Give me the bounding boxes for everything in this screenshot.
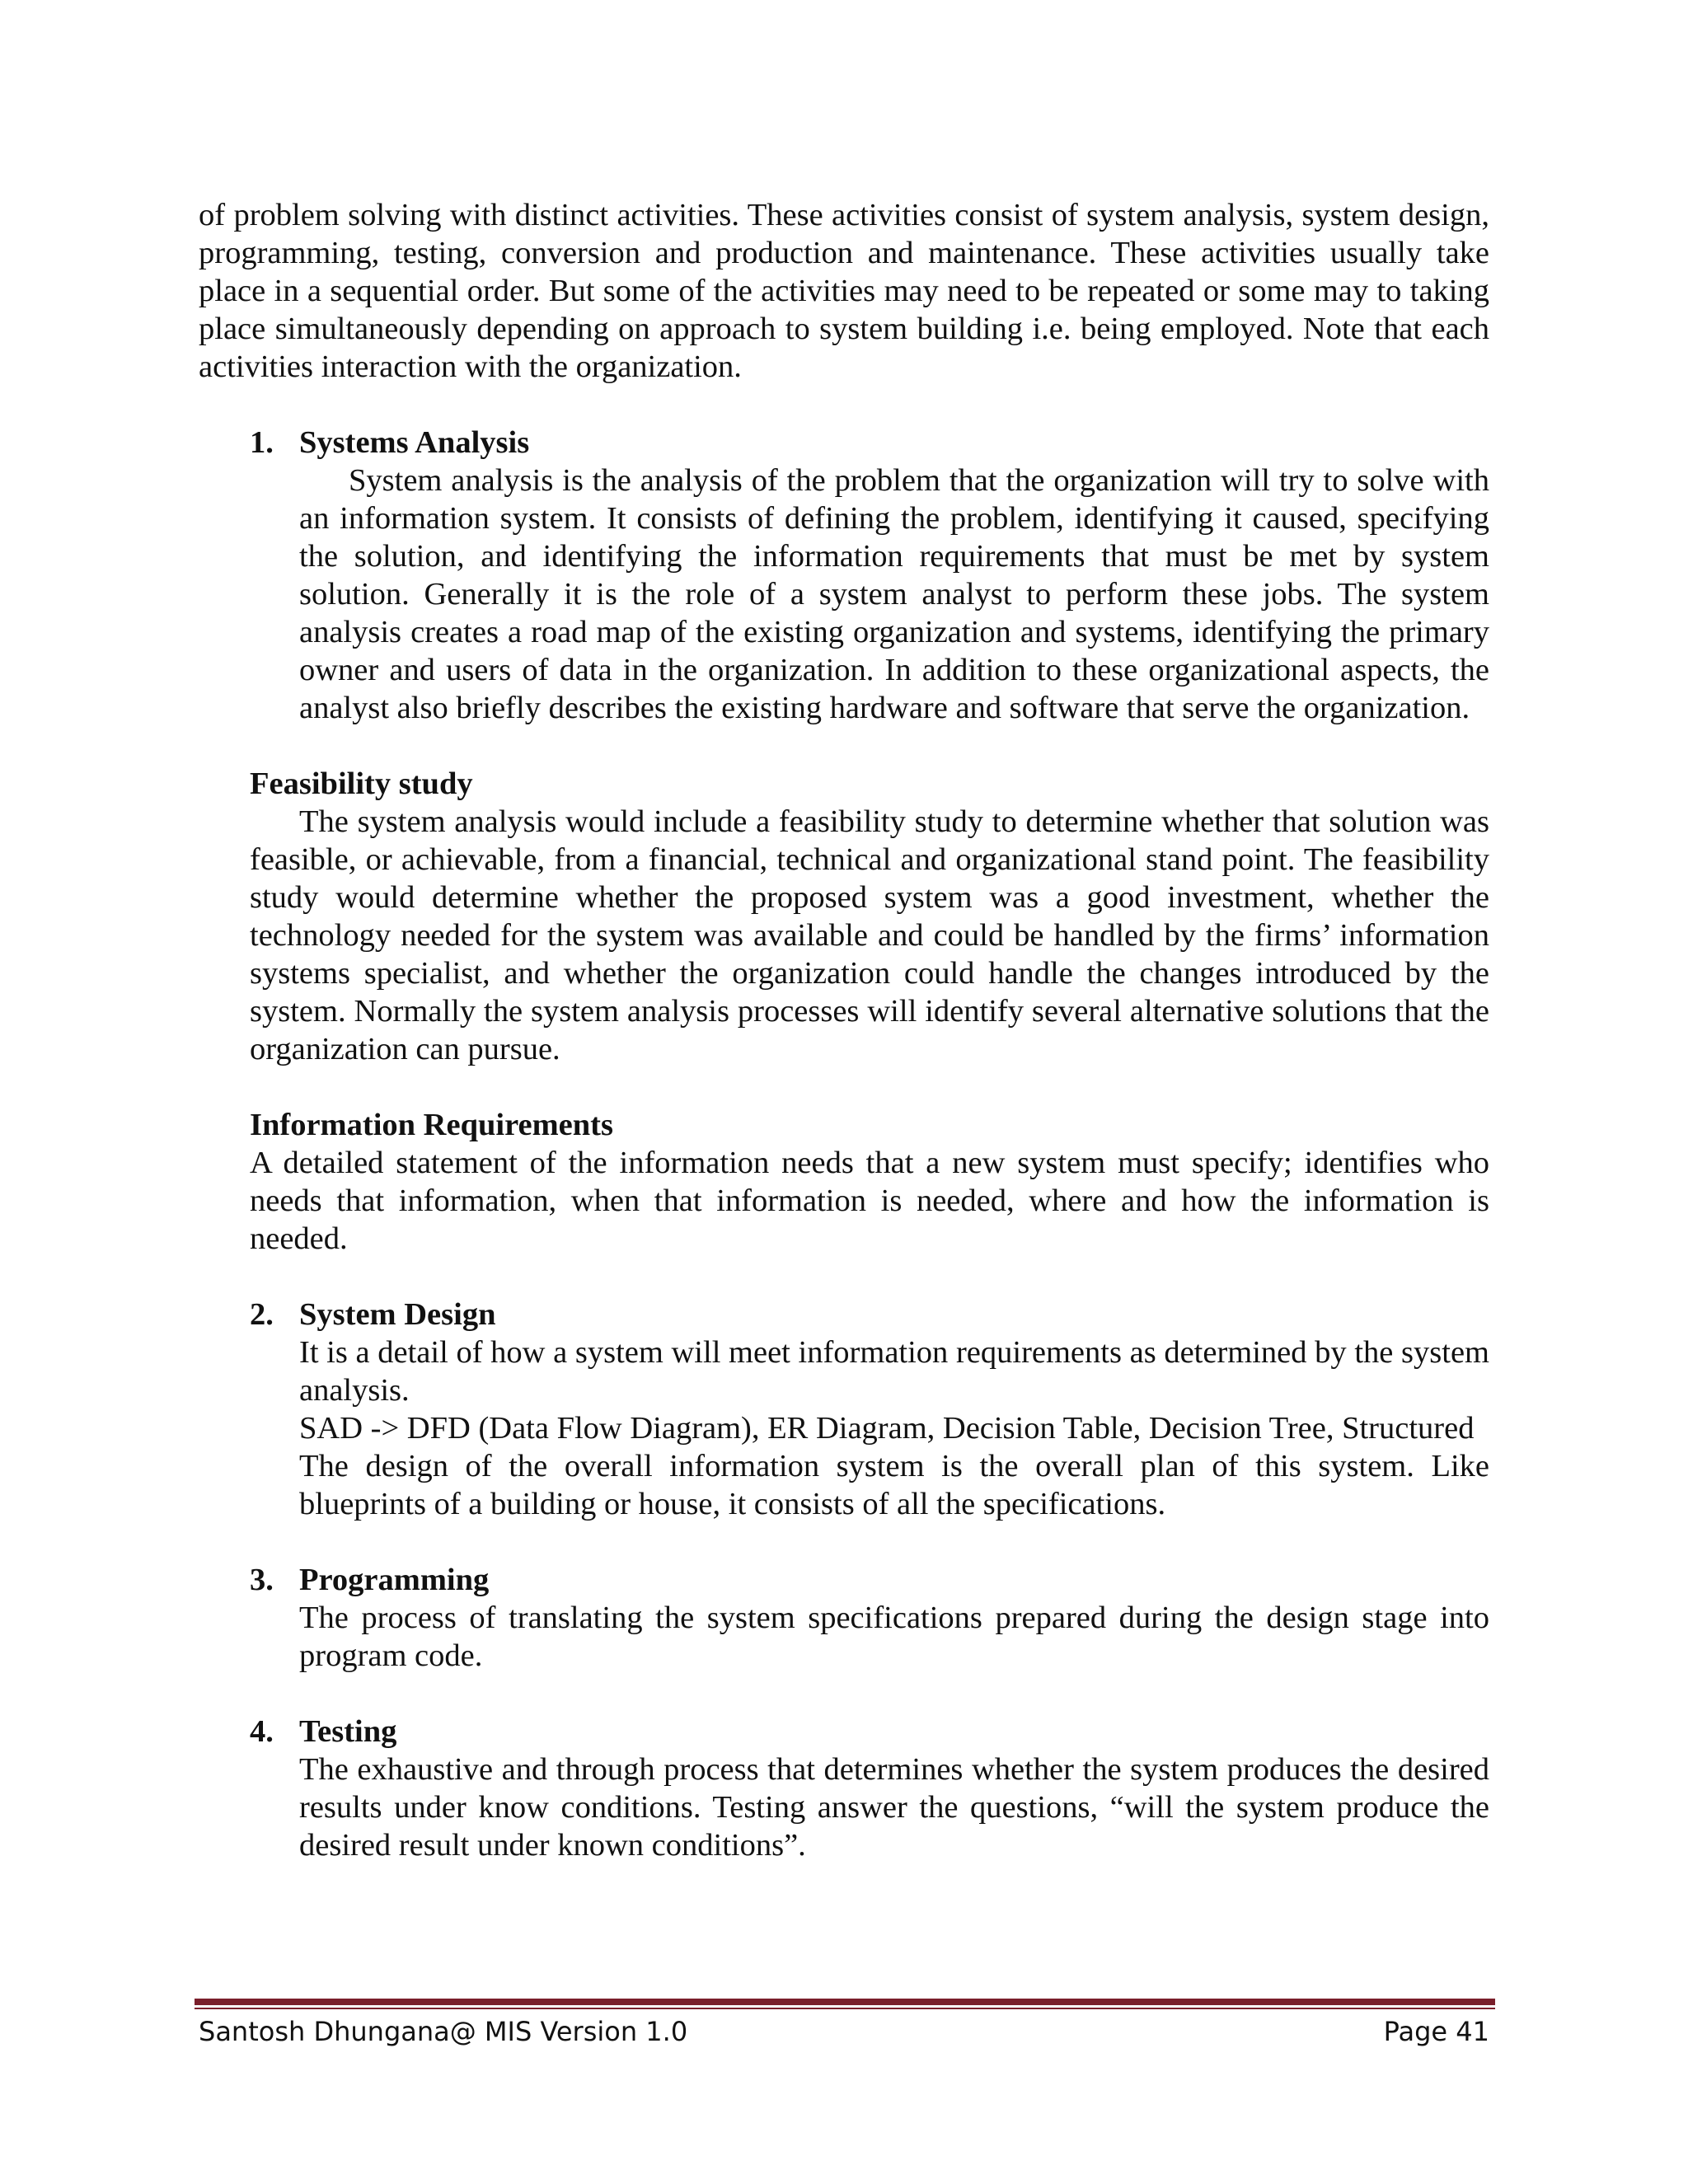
section-heading [250,424,1489,462]
section-heading [250,1561,1489,1599]
section-number: 1. [250,425,274,460]
section-body: System analysis is the analysis of the problem that the organization will try to solve with an information system. It consists of defining the problem, identifying it caused, specifying the solution, and identifying the information requirements that must be met by system solution. Generally it is the role of a system analyst to perform these jobs. The system analysis creates a road map of the existing organization and systems, identifying the primary owner and users of data in the organization. In addition to these organizational aspects, the analyst also briefly describes the existing hardware and software that serve the organization. [299,463,1489,725]
section-body-paragraph: SAD -> DFD (Data Flow Diagram), ER Diagram, Decision Table, Decision Tree, Structured [299,1411,1475,1446]
page-footer [199,2013,1489,2050]
page-number: Page 41 [1383,2016,1489,2047]
section-system-design [250,1296,1489,1523]
section-heading [250,1713,1489,1750]
section-title: System Design [299,1297,496,1332]
section-title: Testing [299,1714,397,1749]
section-number: 2. [250,1297,274,1332]
page-content [199,196,1489,1902]
section-title: Systems Analysis [299,425,530,460]
section-body-paragraph: The design of the overall information system is the overall plan of this system. Like blueprints of a building or house, it consists of all the specifications. [299,1449,1489,1521]
section-body: The process of translating the system specifications prepared during the design stage into program code. [299,1601,1489,1673]
subsection-title: Information Requirements [250,1108,613,1142]
section-body: The exhaustive and through process that determines whether the system produces the desired results under know conditions. Testing answer the questions, “will the system produce the desired result under known conditions”. [299,1752,1489,1863]
section-heading [250,1296,1489,1333]
section-title: Programming [299,1563,490,1597]
section-testing [250,1713,1489,1864]
section-number: 3. [250,1563,274,1597]
section-systems-analysis [250,424,1489,727]
subsection-title: Feasibility study [250,766,473,801]
subsection-information-requirements [250,1106,1489,1258]
subsection-body: The system analysis would include a feasibility study to determine whether that solution was feasible, or achievable, from a financial, technical and organizational stand point. The feasibility study would determine whether the proposed system was a good investment, whether the technology needed for the system was available and could be handled by the firms’ information systems specialist, and whether the organization could handle the changes introduced by the system. Normally the system analysis processes will identify several alternative solutions that the organization can pursue. [250,804,1489,1066]
footer-author: Santosh Dhungana@ MIS Version 1.0 [199,2016,688,2047]
intro-paragraph: of problem solving with distinct activities. These activities consist of system analysis, system design, programming, testing, conversion and production and maintenance. These activities usually take place in a sequential order. But some of the activities may need to be repeated or some may to taking place simultaneously depending on approach to system building i.e. being employed. Note that each activities interaction with the organization. [199,198,1489,384]
subsection-body: A detailed statement of the information needs that a new system must specify; identifies who needs that information, when that information is needed, where and how the information is needed. [250,1146,1489,1256]
section-programming [250,1561,1489,1675]
section-body-paragraph: It is a detail of how a system will meet information requirements as determined by the system analysis. [299,1335,1489,1408]
footer-divider-thin [195,2008,1495,2009]
footer-divider [195,1999,1495,2005]
subsection-feasibility-study [250,765,1489,1068]
section-number: 4. [250,1714,274,1749]
